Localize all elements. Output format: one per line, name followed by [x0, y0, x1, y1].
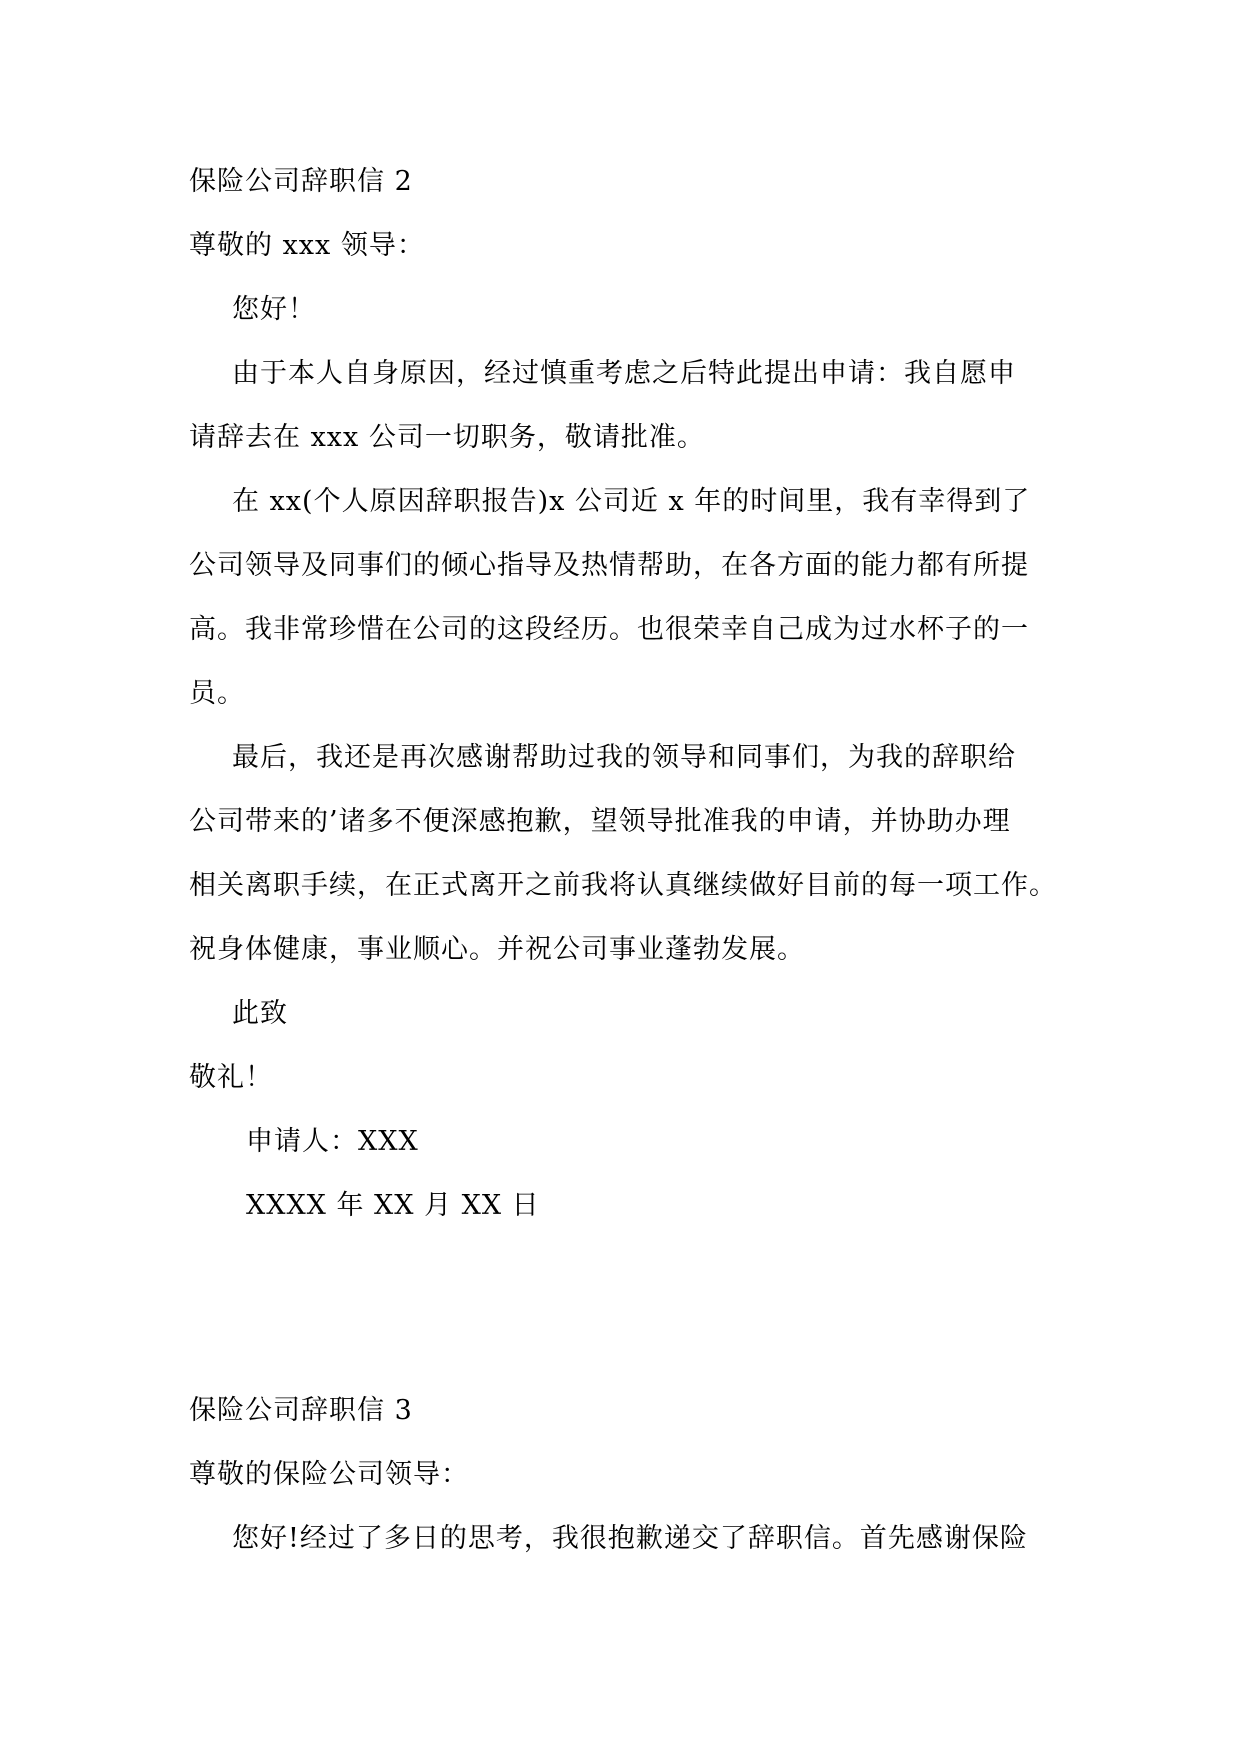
letter2-paragraph1-line2: 请辞去在 xxx 公司一切职务，敬请批准。	[189, 422, 705, 453]
letter2-paragraph2-line3: 高。我非常珍惜在公司的这段经历。也很荣幸自己成为过水杯子的一	[189, 614, 1029, 645]
letter3-paragraph1-line1: 您好!经过了多日的思考，我很抱歉递交了辞职信。首先感谢保险	[232, 1523, 1028, 1554]
letter2-closing-jingli: 敬礼！	[189, 1062, 273, 1093]
letter3-title: 保险公司辞职信 3	[189, 1395, 413, 1426]
letter3-salutation: 尊敬的保险公司领导：	[189, 1459, 469, 1490]
letter2-paragraph2-line4: 员。	[189, 678, 245, 709]
letter2-paragraph1-line1: 由于本人自身原因，经过慎重考虑之后特此提出申请：我自愿申	[232, 358, 1016, 389]
letter2-paragraph3-line4: 祝身体健康，事业顺心。并祝公司事业蓬勃发展。	[189, 934, 805, 965]
letter2-applicant: 申请人：XXX	[246, 1126, 419, 1157]
letter2-date: XXXX 年 XX 月 XX 日	[246, 1190, 540, 1221]
letter2-closing-cizhi: 此致	[232, 998, 288, 1029]
letter2-paragraph2-line1: 在 xx(个人原因辞职报告)x 公司近 x 年的时间里，我有幸得到了	[232, 486, 1031, 517]
letter2-greeting: 您好！	[232, 294, 316, 325]
letter2-paragraph2-line2: 公司领导及同事们的倾心指导及热情帮助，在各方面的能力都有所提	[189, 550, 1029, 581]
letter2-paragraph3-line3: 相关离职手续，在正式离开之前我将认真继续做好目前的每一项工作。	[189, 870, 1057, 901]
letter2-salutation: 尊敬的 xxx 领导：	[189, 230, 425, 261]
letter2-paragraph3-line1: 最后，我还是再次感谢帮助过我的领导和同事们，为我的辞职给	[232, 742, 1016, 773]
letter2-paragraph3-line2: 公司带来的’诸多不便深感抱歉，望领导批准我的申请，并协助办理	[189, 806, 1011, 837]
letter2-title: 保险公司辞职信 2	[189, 166, 413, 197]
